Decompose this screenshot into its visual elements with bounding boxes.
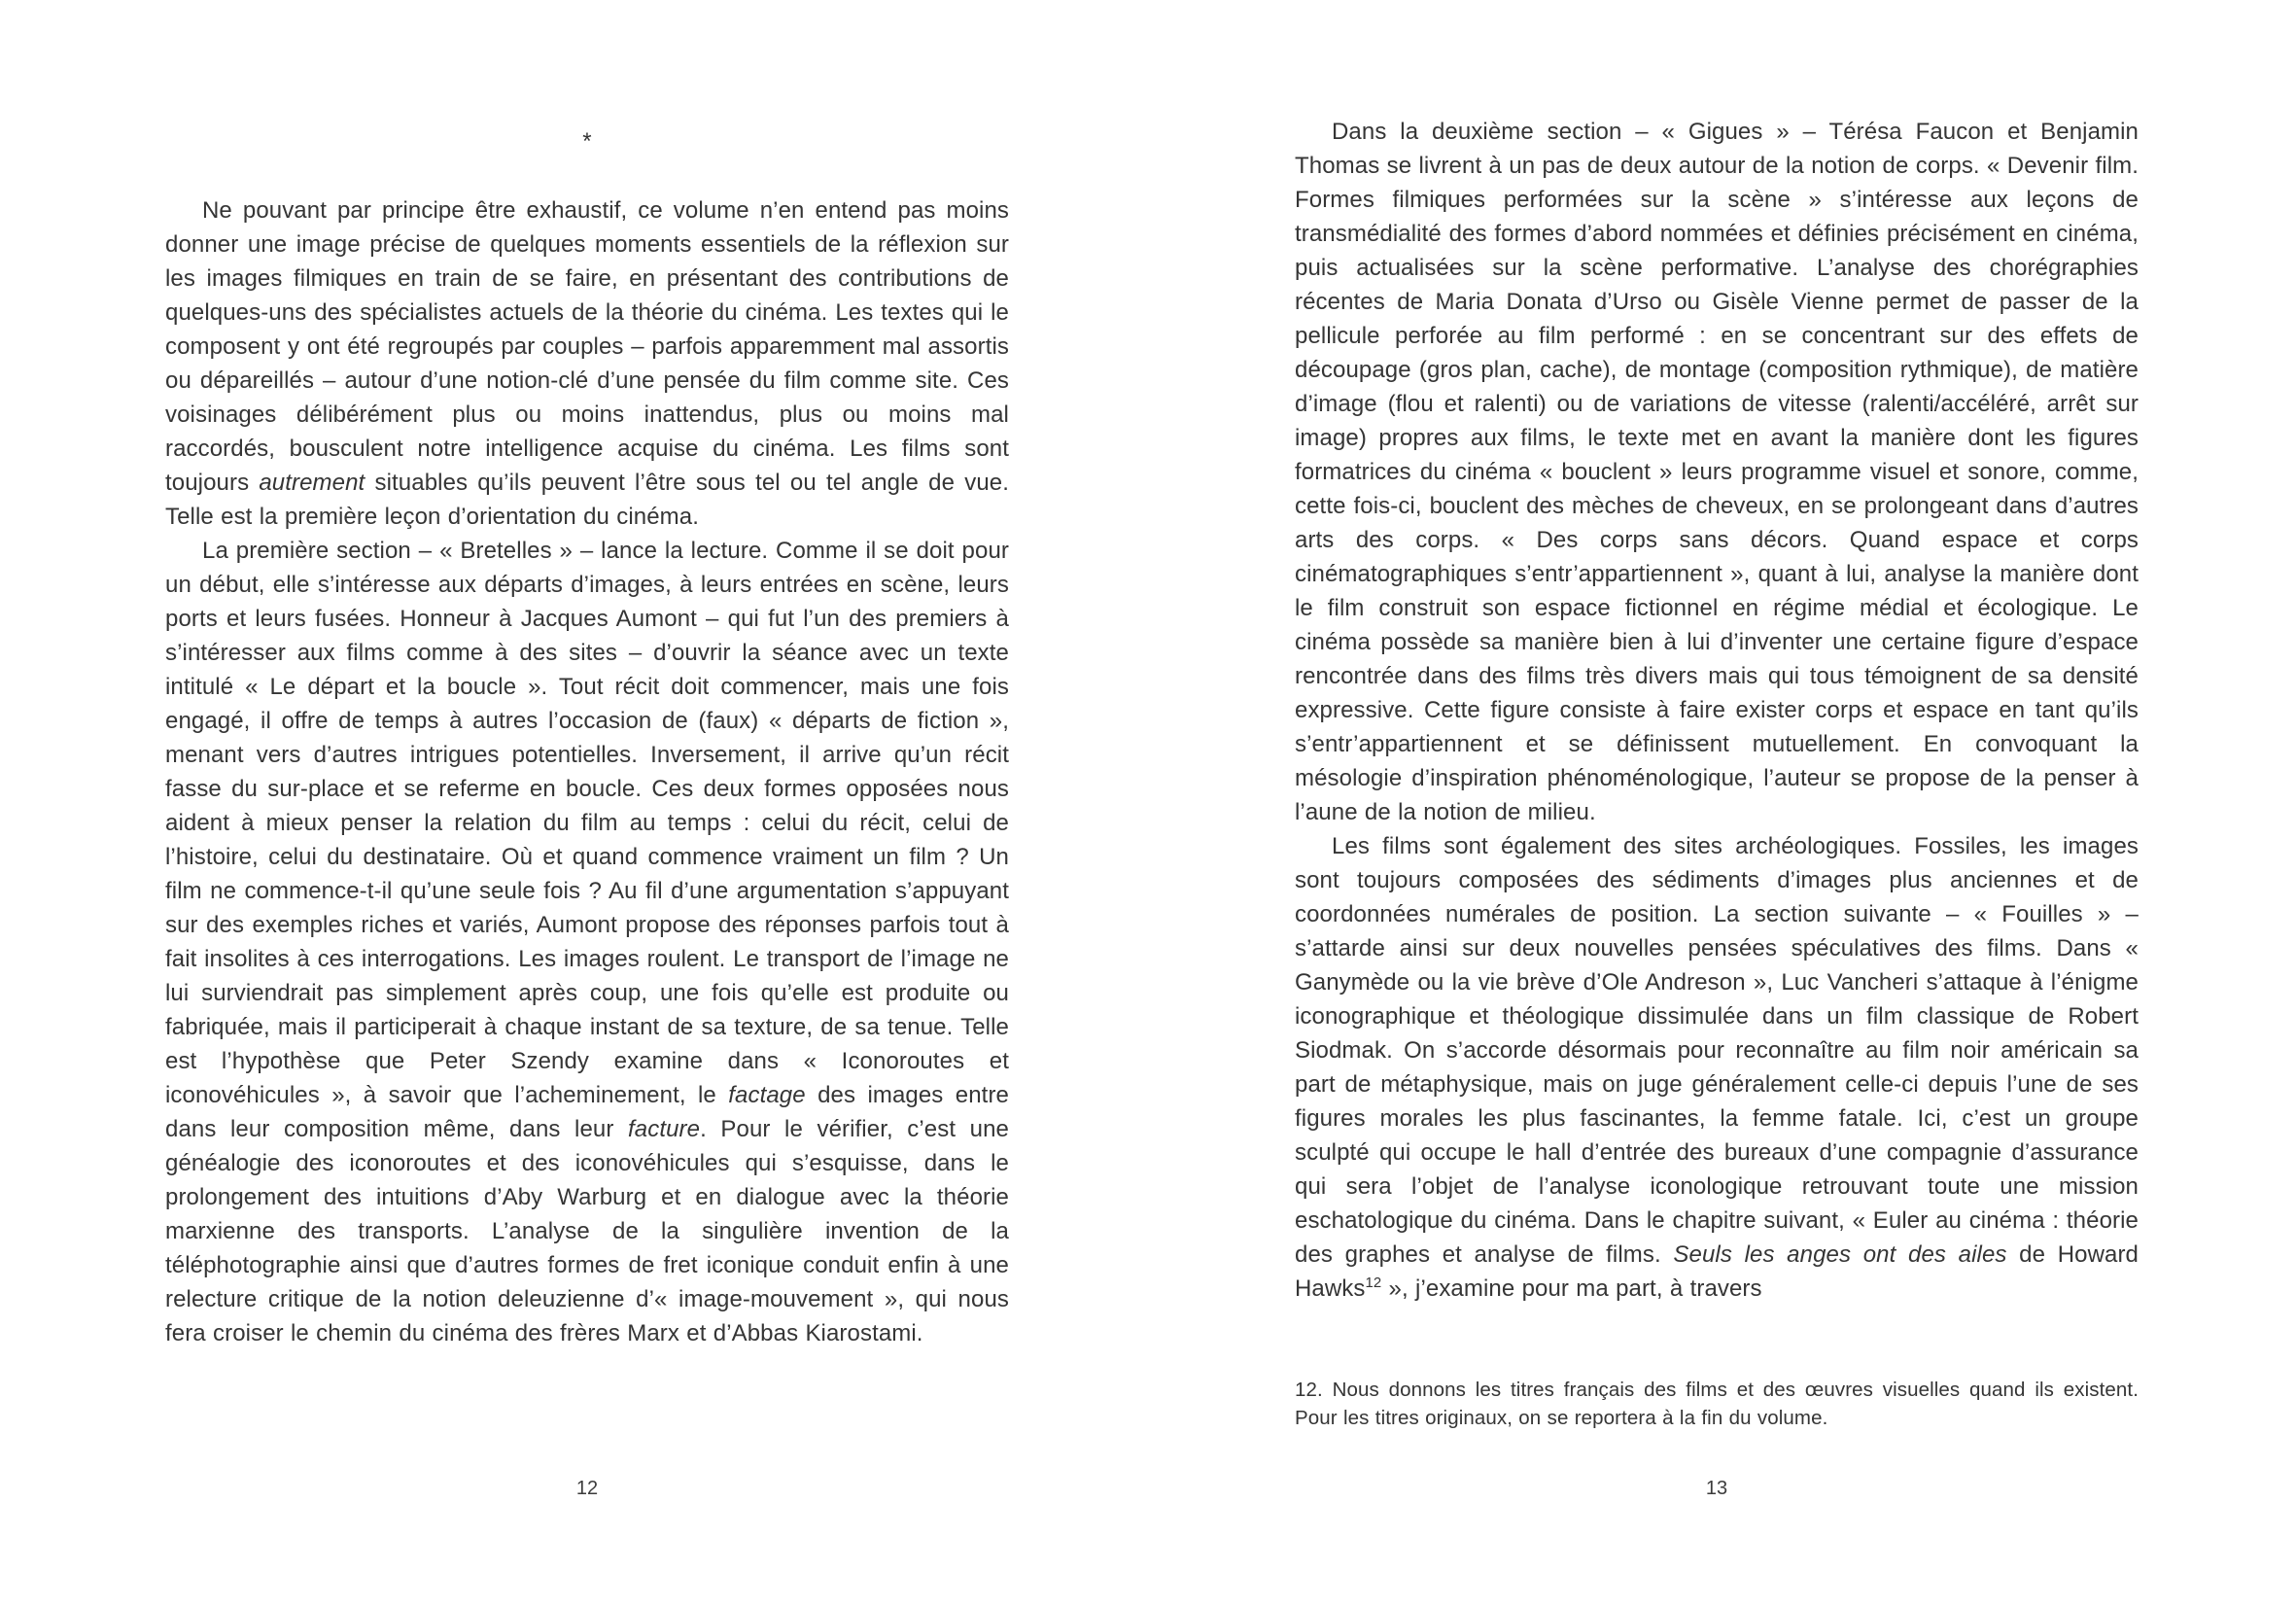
right-text-block	[1295, 115, 2139, 1432]
section-break-asterisk: *	[582, 128, 592, 155]
book-page-right	[1148, 0, 2296, 1607]
footnote: 12. Nous donnons les titres français des films et des œuvres visuelles quand ils existent. Pour les titres originaux, on se reportera à la fin du volume.	[1295, 1379, 2139, 1429]
page-number-left: 12	[575, 1478, 599, 1499]
left-text-block	[165, 124, 1009, 1350]
paragraph: La première section – « Bretelles » – lance la lecture. Comme il se doit pour un début, elle s’intéresse aux départs d’images, à leurs entrées en scène, leurs ports et leurs fusées. Honneur à Jacques Aumont – qui fut l’un des premiers à s’intéresser aux films comme à des sites – d’ouvrir la séance avec un texte intitulé « Le départ et la boucle ». Tout récit doit commencer, mais une fois engagé, il offre de temps à autres l’occasion de (faux) « départs de fiction », menant vers d’autres intrigues potentielles. Inversement, il arrive qu’un récit fasse du sur-place et se referme en boucle. Ces deux formes opposées nous aident à mieux penser la relation du film au temps : celui du récit, celui de l’histoire, celui du destinataire. Où et quand commence vraiment un film ? Un film ne commence-t-il qu’une seule fois ? Au fil d’une argumentation s’appuyant sur des exemples riches et variés, Aumont propose des réponses parfois tout à fait insolites à ces interrogations. Les images roulent. Le transport de l’image ne lui surviendrait pas simplement après coup, une fois qu’elle est produite ou fabriquée, mais il participerait à chaque instant de sa texture, de sa tenue. Telle est l’hypothèse que Peter Szendy examine dans « Iconoroutes et iconovéhicules », à savoir que l’acheminement, le factage des images entre dans leur composition même, dans leur facture. Pour le vérifier, c’est une généalogie des iconoroutes et des iconovéhicules qui s’esquisse, dans le prolongement des intuitions d’Aby Warburg et en dialogue avec la théorie marxienne des transports. L’analyse de la singulière invention de la téléphotographie ainsi que d’autres formes de fret iconique conduit enfin à une relecture critique de la notion deleuzienne d’« image-mouvement », qui nous fera croiser le chemin du cinéma des frères Marx et d’Abbas Kiarostami.	[165, 538, 1010, 1346]
paragraph: Les films sont également des sites archéologiques. Fossiles, les images sont toujours composées des sédiments d’images plus anciennes et de coordonnées numérales de position. La section suivante – « Fouilles » – s’attarde ainsi sur deux nouvelles pensées spéculatives des films. Dans « Ganymède ou la vie brève d’Ole Andreson », Luc Vancheri s’attaque à l’énigme iconographique et théologique dissimulée dans un film classique de Robert Siodmak. On s’accorde désormais pour reconnaître au film noir américain sa part de métaphysique, mais on juge généralement celle-ci depuis l’une de ses figures morales les plus fascinantes, la femme fatale. Ici, c’est un groupe sculpté qui occupe le hall d’entrée des bureaux d’une compagnie d’assurance qui sera l’objet de l’analyse iconologique retrouvant toute une mission eschatologique du cinéma. Dans le chapitre suivant, « Euler au cinéma : théorie des graphes et analyse de films. Seuls les anges ont des ailes de Howard Hawks$^{12}$ », j’examine pour ma part, à travers	[1295, 833, 2139, 1302]
paragraph: Ne pouvant par principe être exhaustif, ce volume n’en entend pas moins donner une image précise de quelques moments essentiels de la réflexion sur les images filmiques en train de se faire, en présentant des contributions de quelques-uns des spécialistes actuels de la théorie du cinéma. Les textes qui le composent y ont été regroupés par couples – parfois apparemment mal assortis ou dépareillés – autour d’une notion-clé d’une pensée du film comme site. Ces voisinages délibérément plus ou moins inattendus, plus ou moins mal raccordés, bousculent notre intelligence acquise du cinéma. Les films sont toujours autrement situables qu’ils peuvent l’être sous tel ou tel angle de vue. Telle est la première leçon d’orientation du cinéma.	[165, 197, 1009, 530]
page-number-right: 13	[1705, 1478, 1728, 1499]
paragraph: Dans la deuxième section – « Gigues » – Térésa Faucon et Benjamin Thomas se livrent à un pas de deux autour de la notion de corps. « Devenir film. Formes filmiques performées sur la scène » s’intéresse aux leçons de transmédialité des formes d’abord nommées et définies précisément en cinéma, puis actualisées sur la scène performative. L’analyse des chorégraphies récentes de Maria Donata d’Urso ou Gisèle Vienne permet de passer de la pellicule perforée au film performé : en se concentrant sur des effets de découpage (gros plan, cache), de montage (composition rythmique), de matière d’image (flou et ralenti) ou de variations de vitesse (ralenti/accéléré, arrêt sur image) propres aux films, le texte met en avant la manière dont les figures formatrices du cinéma « bouclent » leurs programme visuel et sonore, comme, cette fois-ci, bouclent des mèches de cheveux, en se prolongeant dans d’autres arts des corps. « Des corps sans décors. Quand espace et corps cinématographiques s’entr’appartiennent », quant à lui, analyse la manière dont le film construit son espace fictionnel en régime médial et écologique. Le cinéma possède sa manière bien à lui d’inventer une certaine figure d’espace rencontrée dans des films très divers mais qui tous témoignent de sa densité expressive. Cette figure consiste à faire exister corps et espace en tant qu’ils s’entr’appartiennent et se définissent mutuellement. En convoquant la mésologie d’inspiration phénoménologique, l’auteur se propose de la penser à l’aune de la notion de milieu.	[1295, 119, 2139, 825]
